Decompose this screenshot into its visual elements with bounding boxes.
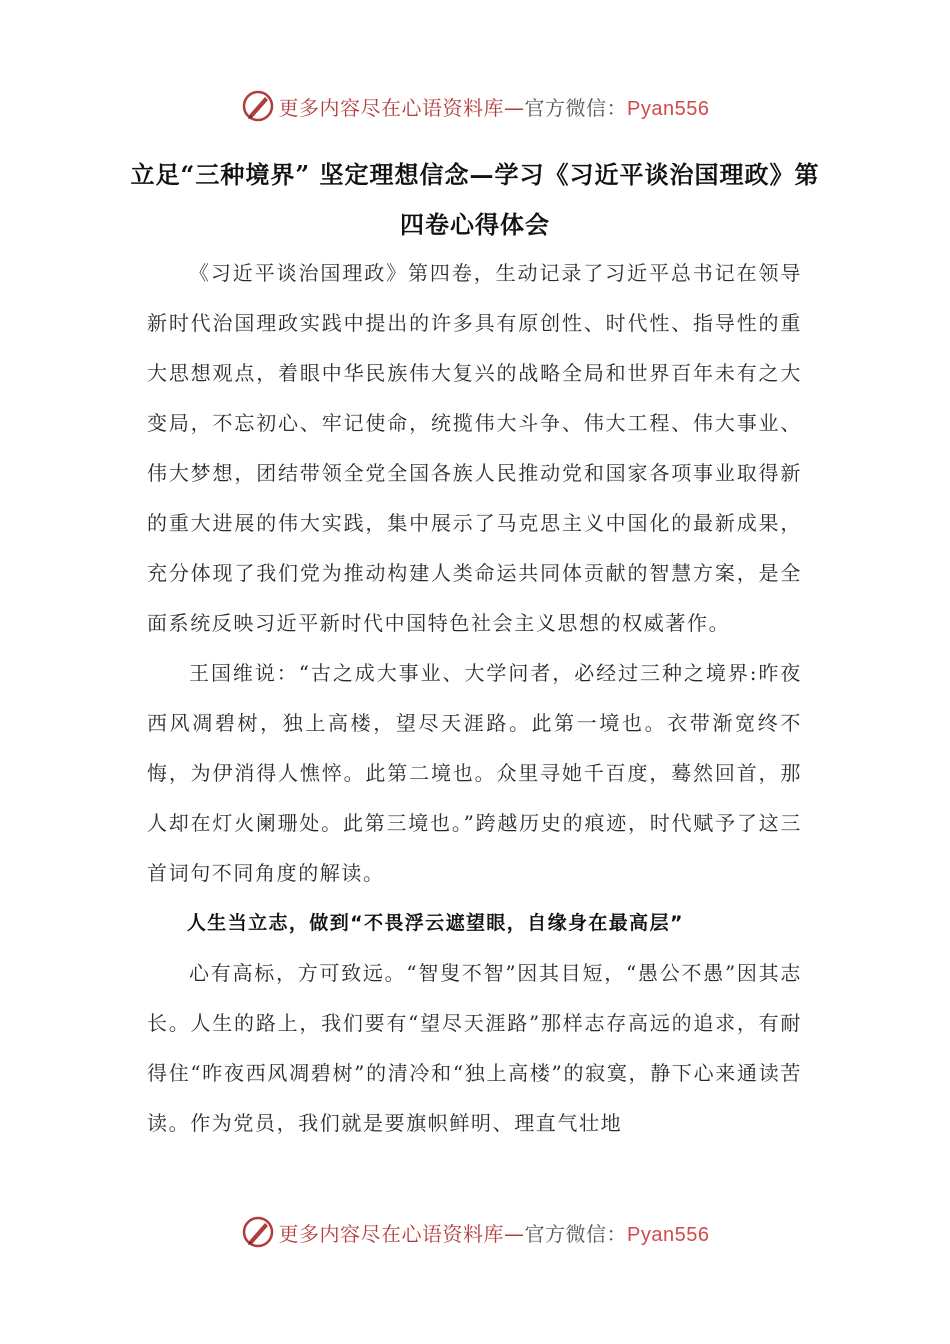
paragraph-intro: 《习近平谈治国理政》第四卷，生动记录了习近平总书记在领导新时代治国理政实践中提出的许多具有原创性、时代性、指导性的重大思想观点，着眼中华民族伟大复兴的战略全局和世界百年未有之大变局，不忘初心、牢记使命，统揽伟大斗争、伟大工程、伟大事业、伟大梦想，团结带领全党全国各族人民推动党和国家各项事业取得新的重大进展的伟大实践，集中展示了马克思主义中国化的最新成果，充分体现了我们党为推动构建人类命运共同体贡献的智慧方案，是全面系统反映习近平新时代中国特色社会主义思想的权威著作。 [147,261,802,635]
banner-wechat-label: 官方微信： [524,1221,628,1246]
paragraph-aspiration: 心有高标，方可致远。“智叟不智”因其目短，“愚公不愚”因其志长。人生的路上，我们要有“望尽天涯路”那样志存高远的追求，有耐得住“昨夜西风凋碧树”的清冷和“独上高楼”的寂寞，静下心来通读苦读。作为党员，我们就是要旗帜鲜明、理直气壮地 [147,961,802,1135]
section-heading: 人生当立志，做到“不畏浮云遮望眼，自缘身在最高层” [186,912,684,934]
banner-separator: — [504,1221,525,1246]
banner-site-name: 更多内容尽在心语资料库 [278,95,505,120]
header-banner [0,86,950,126]
document-body [147,248,802,1148]
pen-logo-icon [241,89,275,123]
banner-wechat-id: Pyan556 [627,97,710,120]
banner-wechat-id: Pyan556 [627,1223,710,1246]
pen-logo-icon [241,1215,275,1249]
footer-banner [0,1212,950,1252]
banner-wechat-label: 官方微信： [524,95,628,120]
paragraph-wang-guowei: 王国维说：“古之成大事业、大学问者，必经过三种之境界:昨夜西风凋碧树，独上高楼，望尽天涯路。此第一境也。衣带渐宽终不悔，为伊消得人憔悴。此第二境也。众里寻她千百度，蓦然回首，那人却在灯火阑珊处。此第三境也。”跨越历史的痕迹，时代赋予了这三首词句不同角度的解读。 [147,661,802,885]
banner-separator: — [504,95,525,120]
banner-site-name: 更多内容尽在心语资料库 [278,1221,505,1246]
document-title: 立足“三种境界” 坚定理想信念—学习《习近平谈治国理政》第四卷心得体会 [130,160,820,239]
